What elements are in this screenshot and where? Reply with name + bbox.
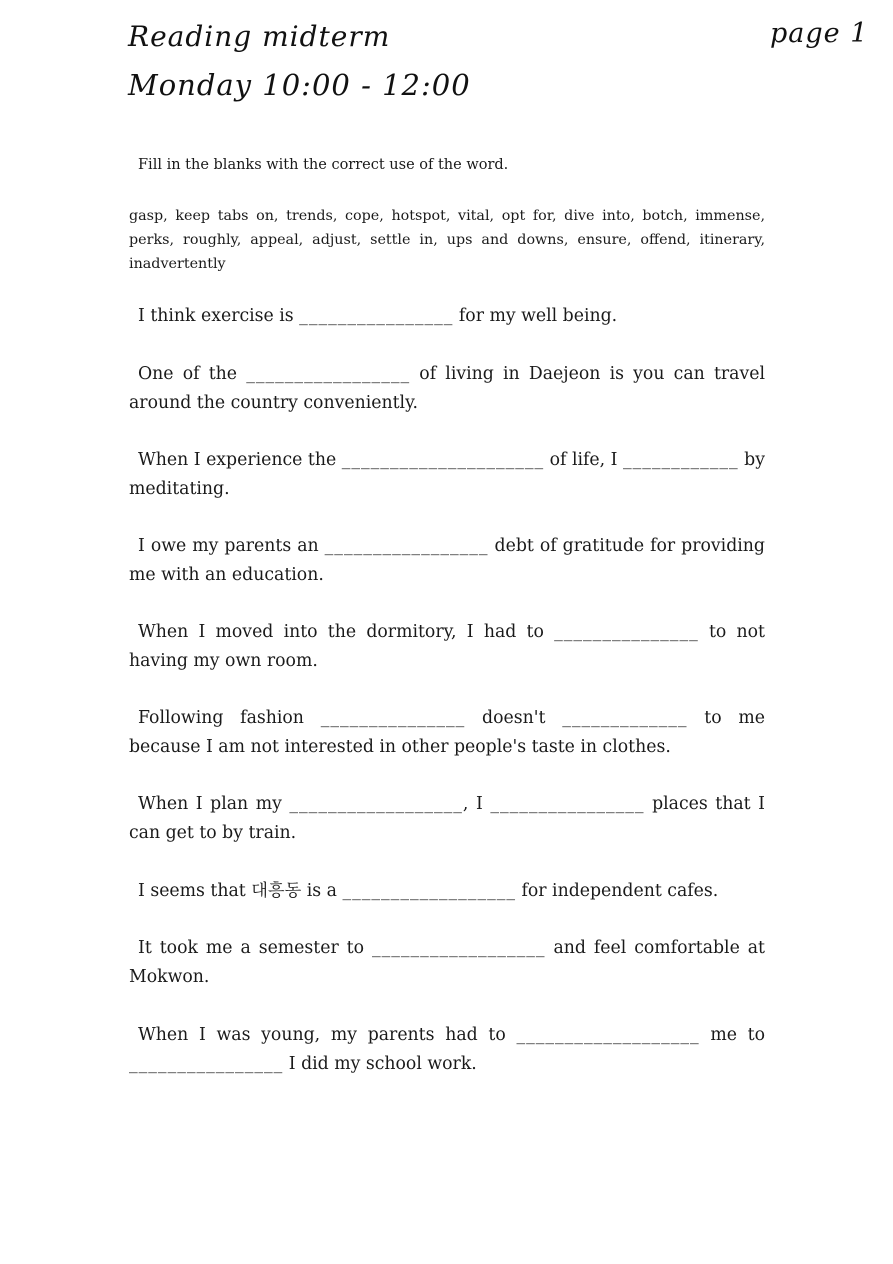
question-text: When I was young, my parents had to bbox=[138, 1025, 517, 1045]
question-text: I think exercise is bbox=[138, 306, 300, 326]
handwritten-title: Reading midterm bbox=[128, 20, 391, 53]
question-text: for my well being. bbox=[453, 306, 618, 326]
answer-blank[interactable]: ____________ bbox=[622, 450, 739, 470]
answer-blank[interactable]: ________________ bbox=[490, 794, 645, 814]
question-1 bbox=[129, 302, 765, 331]
instructions: Fill in the blanks with the correct use of the word. bbox=[138, 157, 509, 173]
question-text: I owe my parents an bbox=[138, 536, 325, 556]
question-5 bbox=[129, 618, 765, 676]
question-text: When I experience the bbox=[138, 450, 342, 470]
answer-blank[interactable]: ________________ bbox=[129, 1054, 284, 1074]
word-bank: gasp, keep tabs on, trends, cope, hotspot, vital, opt for, dive into, botch, immense, perks, roughly, appeal, adjust, settle in, ups and downs, ensure, offend, itinerary, inadvertently bbox=[129, 208, 765, 272]
question-text: to not having my own room. bbox=[129, 622, 765, 671]
question-text: , I bbox=[462, 794, 491, 814]
question-text: When I moved into the dormitory, I had to bbox=[138, 622, 555, 642]
answer-blank[interactable]: ___________________ bbox=[516, 1025, 700, 1045]
answer-blank[interactable]: ________________ bbox=[299, 306, 454, 326]
question-text: me to bbox=[699, 1025, 765, 1045]
question-text: places that I can get to by train. bbox=[129, 794, 765, 843]
answer-blank[interactable]: __________________ bbox=[289, 794, 463, 814]
question-text: to me because I am not interested in other people's taste in clothes. bbox=[129, 708, 766, 757]
question-7 bbox=[129, 790, 765, 848]
question-text: Following fashion bbox=[138, 708, 321, 728]
question-8 bbox=[129, 877, 765, 906]
question-text: of living in Daejeon is you can travel around the country conveniently. bbox=[129, 364, 765, 413]
question-text: by meditating. bbox=[129, 450, 765, 499]
answer-blank[interactable]: _____________________ bbox=[341, 450, 545, 470]
question-text: doesn't bbox=[465, 708, 563, 728]
question-text: for independent cafes. bbox=[516, 881, 719, 901]
question-text: I did my school work. bbox=[283, 1054, 477, 1074]
answer-blank[interactable]: _________________ bbox=[324, 536, 489, 556]
question-text: One of the bbox=[138, 364, 247, 384]
question-text: When I plan my bbox=[138, 794, 290, 814]
question-text: It took me a semester to bbox=[138, 938, 372, 958]
question-text: and feel comfortable at Mokwon. bbox=[129, 938, 766, 987]
question-10 bbox=[129, 1021, 765, 1079]
question-text: of life, I bbox=[544, 450, 623, 470]
question-3 bbox=[129, 446, 765, 504]
question-2 bbox=[129, 360, 765, 418]
question-6 bbox=[129, 704, 765, 762]
question-9 bbox=[129, 934, 765, 992]
handwritten-schedule: Monday 10:00 - 12:00 bbox=[128, 68, 471, 102]
answer-blank[interactable]: _______________ bbox=[320, 708, 466, 728]
question-4 bbox=[129, 532, 765, 590]
answer-blank[interactable]: _______________ bbox=[554, 622, 699, 642]
handwritten-page-number: page 1 bbox=[770, 18, 869, 49]
answer-blank[interactable]: __________________ bbox=[371, 938, 546, 958]
question-text: debt of gratitude for providing me with an education. bbox=[129, 536, 765, 585]
question-text: I seems that 대흥동 is a bbox=[138, 881, 343, 901]
answer-blank[interactable]: __________________ bbox=[342, 881, 516, 901]
answer-blank[interactable]: _________________ bbox=[246, 364, 411, 384]
answer-blank[interactable]: _____________ bbox=[562, 708, 688, 728]
